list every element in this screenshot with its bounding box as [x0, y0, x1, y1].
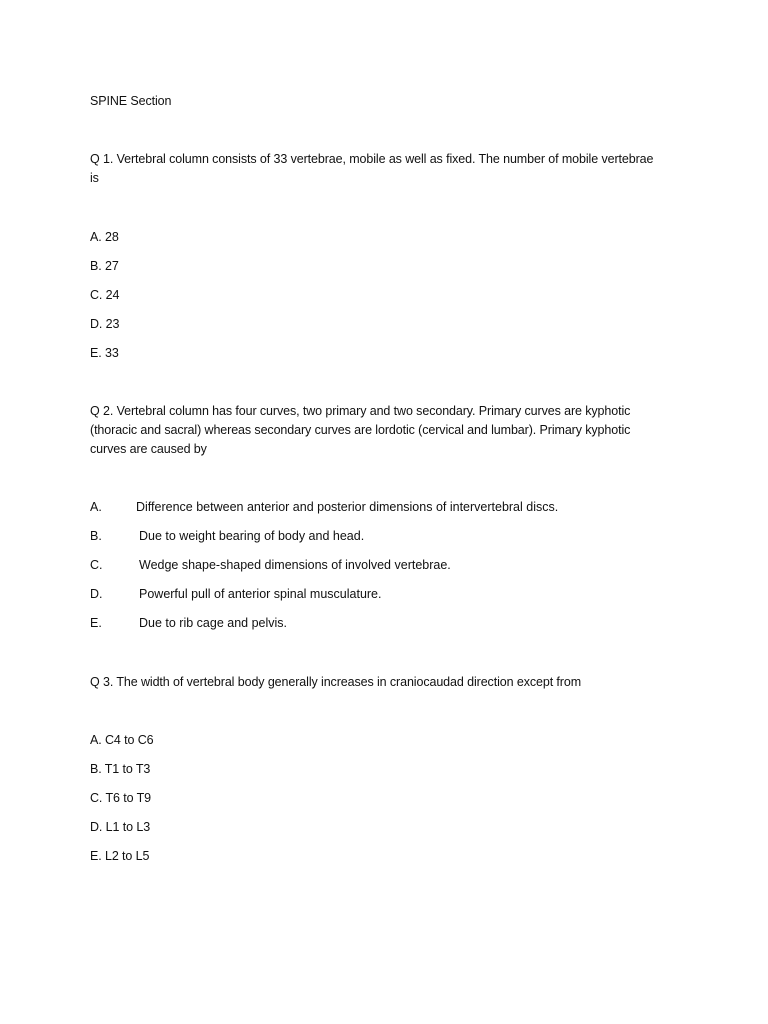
question-2-option-a-text: Difference between anterior and posterior dimensions of intervertebral discs.	[136, 500, 559, 514]
question-2-option-e-text: Due to rib cage and pelvis.	[139, 616, 288, 630]
question-1-option-d: D. 23	[90, 317, 120, 331]
question-3-option-d: D. L1 to L3	[90, 820, 151, 834]
question-2-option-d-letter: D.	[90, 587, 103, 601]
question-2-line-2: (thoracic and sacral) whereas secondary curves are lordotic (cervical and lumbar). Primary kyphotic	[90, 423, 631, 437]
question-3-option-a: A. C4 to C6	[90, 733, 154, 747]
question-3-option-c: C. T6 to T9	[90, 791, 151, 805]
question-2-option-e-letter: E.	[90, 616, 102, 630]
question-3-line-1: Q 3. The width of vertebral body generally increases in craniocaudad direction except from	[90, 675, 582, 689]
question-3-option-e: E. L2 to L5	[90, 849, 150, 863]
section-title: SPINE Section	[90, 94, 172, 108]
question-1-option-b: B. 27	[90, 259, 119, 273]
question-1-line-2: is	[90, 171, 99, 185]
question-2-option-c-text: Wedge shape-shaped dimensions of involved vertebrae.	[139, 558, 451, 572]
question-2-option-d-text: Powerful pull of anterior spinal musculature.	[139, 587, 382, 601]
question-2-option-b-letter: B.	[90, 529, 102, 543]
question-1-option-a: A. 28	[90, 230, 119, 244]
question-1-option-e: E. 33	[90, 346, 119, 360]
question-3-option-b: B. T1 to T3	[90, 762, 151, 776]
question-1-line-1: Q 1. Vertebral column consists of 33 vertebrae, mobile as well as fixed. The number of mobile vertebrae	[90, 152, 654, 166]
question-2-option-b-text: Due to weight bearing of body and head.	[139, 529, 365, 543]
question-1-option-c: C. 24	[90, 288, 120, 302]
question-2-line-3: curves are caused by	[90, 442, 207, 456]
question-2-option-a-letter: A.	[90, 500, 102, 514]
question-2-line-1: Q 2. Vertebral column has four curves, two primary and two secondary. Primary curves are kyphotic	[90, 404, 631, 418]
question-2-option-c-letter: C.	[90, 558, 103, 572]
